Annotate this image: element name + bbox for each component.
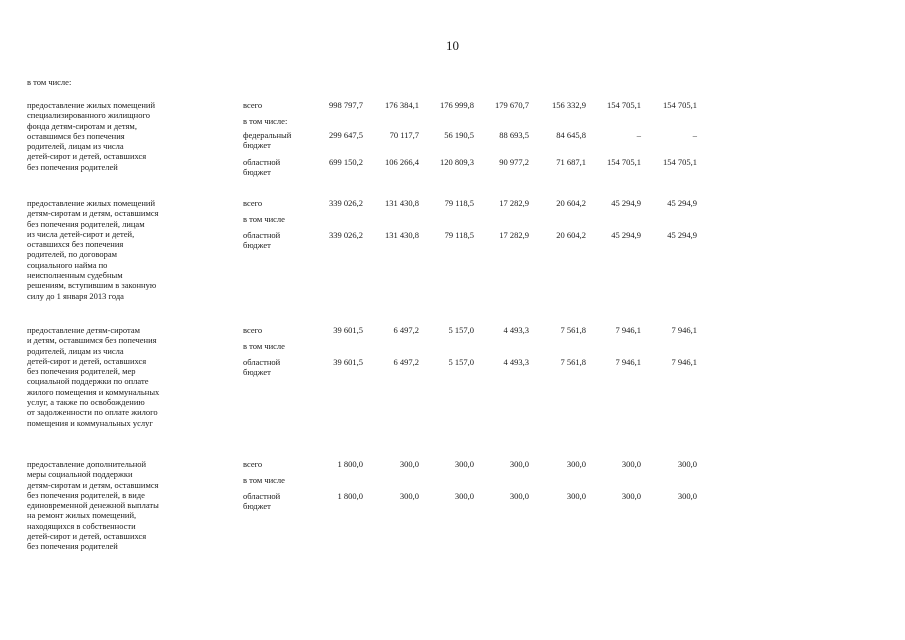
description-line: без попечения родителей, лицам <box>27 218 145 229</box>
description-line: родителей, лицам из числа <box>27 345 124 356</box>
description-line: детям-сиротам и детям, оставшимся <box>27 479 159 490</box>
funding-source-label <box>243 341 318 351</box>
funding-row <box>0 116 905 128</box>
value-cell: 300,0 <box>677 459 697 469</box>
page-number: 10 <box>446 38 459 53</box>
value-cell: 300,0 <box>621 459 641 469</box>
value-cell: 5 157,0 <box>448 357 474 367</box>
value-cell: 7 561,8 <box>560 325 586 335</box>
description-line: жилого помещения и коммунальных <box>27 386 160 397</box>
value-cell: 339 026,2 <box>329 198 363 208</box>
label-line: областной <box>243 491 281 501</box>
description-line: родителей, по договорам <box>27 249 118 260</box>
label-line: федеральный <box>243 130 292 140</box>
value-cell: 7 946,1 <box>615 357 641 367</box>
value-cell: 998 797,7 <box>329 100 363 110</box>
value-cell: 90 977,2 <box>499 157 529 167</box>
value-cell: 300,0 <box>509 491 529 501</box>
description-line: детей-сирот и детей, оставшихся <box>27 531 147 542</box>
funding-row <box>0 341 905 353</box>
value-cell: 20 604,2 <box>556 230 586 240</box>
value-cell: 7 946,1 <box>615 325 641 335</box>
value-cell: 300,0 <box>566 459 586 469</box>
description-line: на ремонт жилых помещений, <box>27 510 137 521</box>
label-line: всего <box>243 198 263 208</box>
description-line: без попечения родителей <box>27 541 118 552</box>
label-line: в том числе <box>243 341 285 351</box>
description-line: предоставление жилых помещений <box>27 198 156 208</box>
funding-row <box>0 459 905 471</box>
value-cell: 339 026,2 <box>329 230 363 240</box>
funding-source-label <box>243 116 318 126</box>
description-line: от задолженности по оплате жилого <box>27 407 158 418</box>
value-cell: 6 497,2 <box>393 325 419 335</box>
value-cell: – <box>692 130 697 140</box>
label-line: областной <box>243 157 281 167</box>
description-line: специализированного жилищного <box>27 110 150 121</box>
value-cell: 176 384,1 <box>385 100 419 110</box>
value-cell: 88 693,5 <box>499 130 529 140</box>
value-cell: 300,0 <box>621 491 641 501</box>
value-cell: 699 150,2 <box>329 157 363 167</box>
value-cell: 156 332,9 <box>552 100 586 110</box>
description-line: помещения и коммунальных услуг <box>27 417 153 428</box>
label-line: всего <box>243 100 263 110</box>
value-cell: 300,0 <box>399 459 419 469</box>
value-cell: 106 266,4 <box>385 157 419 167</box>
value-cell: 154 705,1 <box>663 157 697 167</box>
value-cell: 299 647,5 <box>329 130 363 140</box>
funding-row <box>0 325 905 337</box>
value-cell: 45 294,9 <box>667 198 697 208</box>
value-cell: 79 118,5 <box>444 230 474 240</box>
label-line: в том числе <box>243 214 285 224</box>
label-line: областной <box>243 230 281 240</box>
description-line: фонда детям-сиротам и детям, <box>27 120 137 131</box>
label-line: бюджет <box>243 367 271 378</box>
description-line: находящихся в собственности <box>27 520 136 531</box>
description-line: предоставление дополнительной <box>27 459 147 469</box>
description-line: меры социальной поддержки <box>27 469 133 480</box>
funding-source-label <box>243 214 318 224</box>
value-cell: 6 497,2 <box>393 357 419 367</box>
value-cell: 56 190,5 <box>444 130 474 140</box>
value-cell: 5 157,0 <box>448 325 474 335</box>
value-cell: 300,0 <box>454 491 474 501</box>
label-line: областной <box>243 357 281 367</box>
description-line: неисполненным судебным <box>27 270 123 281</box>
value-cell: 17 282,9 <box>499 198 529 208</box>
label-line: всего <box>243 325 263 335</box>
funding-row <box>0 475 905 487</box>
description-line: оставшихся без попечения <box>27 239 124 250</box>
funding-row <box>0 214 905 226</box>
value-cell: 300,0 <box>677 491 697 501</box>
value-cell: 20 604,2 <box>556 198 586 208</box>
description-line: без попечения родителей, в виде <box>27 489 145 500</box>
value-cell: 84 645,8 <box>556 130 586 140</box>
description-line: социального найма по <box>27 259 108 270</box>
description-line: социальной поддержки по оплате <box>27 376 149 387</box>
label-line: всего <box>243 459 263 469</box>
value-cell: 154 705,1 <box>607 100 641 110</box>
value-cell: 39 601,5 <box>333 357 363 367</box>
description-line: решениям, вступившим в законную <box>27 280 157 291</box>
value-cell: – <box>636 130 641 140</box>
label-line: бюджет <box>243 167 271 178</box>
value-cell: 131 430,8 <box>385 230 419 240</box>
value-cell: 70 117,7 <box>389 130 419 140</box>
value-cell: 71 687,1 <box>556 157 586 167</box>
label-line: в том числе: <box>243 116 288 126</box>
value-cell: 39 601,5 <box>333 325 363 335</box>
description-line: без попечения родителей <box>27 161 118 172</box>
description-line: предоставление детям-сиротам <box>27 325 141 335</box>
funding-row <box>0 100 905 112</box>
value-cell: 179 670,7 <box>495 100 529 110</box>
description-line: силу до 1 января 2013 года <box>27 290 124 301</box>
value-cell: 45 294,9 <box>611 198 641 208</box>
description-line: детям-сиротам и детям, оставшимся <box>27 208 159 219</box>
value-cell: 131 430,8 <box>385 198 419 208</box>
description-line: услуг, а также по освобождению <box>27 397 145 408</box>
value-cell: 300,0 <box>566 491 586 501</box>
value-cell: 176 999,8 <box>440 100 474 110</box>
description-line: и детям, оставшимся без попечения <box>27 335 157 346</box>
funding-row <box>0 157 905 178</box>
funding-row <box>0 198 905 210</box>
value-cell: 45 294,9 <box>611 230 641 240</box>
label-line: в том числе <box>243 475 285 485</box>
value-cell: 17 282,9 <box>499 230 529 240</box>
value-cell: 300,0 <box>399 491 419 501</box>
value-cell: 4 493,3 <box>503 357 529 367</box>
funding-source-label <box>243 475 318 485</box>
value-cell: 300,0 <box>509 459 529 469</box>
value-cell: 7 561,8 <box>560 357 586 367</box>
label-line: бюджет <box>243 501 271 512</box>
value-cell: 1 800,0 <box>337 459 363 469</box>
description-line: предоставление жилых помещений <box>27 100 156 110</box>
value-cell: 154 705,1 <box>607 157 641 167</box>
value-cell: 300,0 <box>454 459 474 469</box>
description-line: из числа детей-сирот и детей, <box>27 228 135 239</box>
description-line: единовременной денежной выплаты <box>27 500 159 511</box>
value-cell: 7 946,1 <box>671 357 697 367</box>
label-line: бюджет <box>243 240 271 251</box>
value-cell: 45 294,9 <box>667 230 697 240</box>
description-line: оставшимся без попечения <box>27 130 125 141</box>
description-line: родителей, лицам из числа <box>27 141 124 152</box>
value-cell: 7 946,1 <box>671 325 697 335</box>
value-cell: 154 705,1 <box>663 100 697 110</box>
program-description <box>27 459 227 552</box>
description-line: без попечения родителей, мер <box>27 366 136 377</box>
value-cell: 4 493,3 <box>503 325 529 335</box>
description-line: детей-сирот и детей, оставшихся <box>27 355 147 366</box>
description-line: детей-сирот и детей, оставшихся <box>27 151 147 162</box>
value-cell: 79 118,5 <box>444 198 474 208</box>
value-cell: 1 800,0 <box>337 491 363 501</box>
value-cell: 120 809,3 <box>440 157 474 167</box>
label-line: бюджет <box>243 140 271 151</box>
intro-text: в том числе: <box>27 77 72 87</box>
